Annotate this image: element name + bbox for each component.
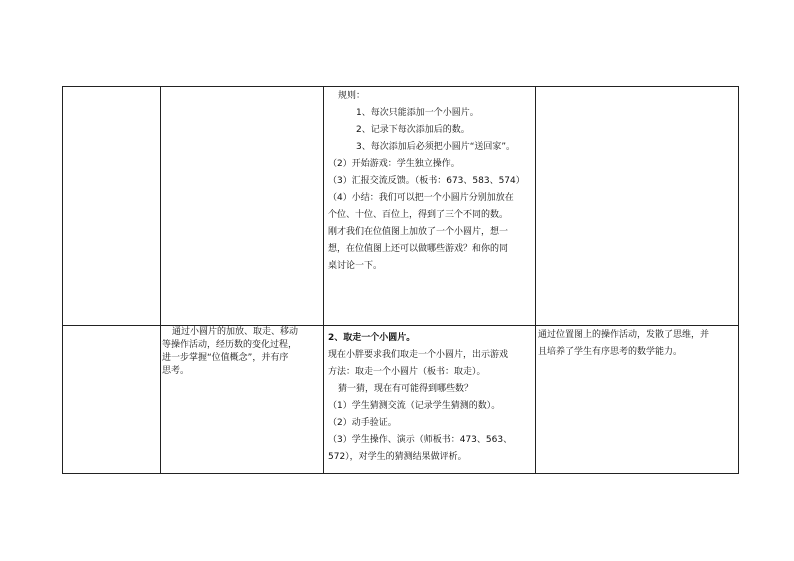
row1-activity-cell bbox=[328, 88, 525, 275]
guess-question: 猜一猜，现在有可能得到哪些数？ bbox=[338, 384, 474, 394]
summary-line-3: 刚才我们在位值图上加放了一个小圆片，想一 bbox=[328, 227, 509, 237]
goal-line-1: 通过小圆片的加放、取走、移动 bbox=[172, 327, 299, 337]
rule-2: 2、记录下每次添加后的数。 bbox=[356, 125, 470, 135]
rule-3: 3、每次添加后必须把小圆片“送回家”。 bbox=[356, 142, 516, 152]
row2-goal-cell bbox=[162, 326, 298, 378]
row2-activity-cell bbox=[328, 330, 512, 466]
remove-line-3: 方法：取走一个小圆片（板书：取走）。 bbox=[328, 367, 486, 377]
goal-line-4: 思考。 bbox=[162, 366, 190, 376]
step-start-game: （2）开始游戏：学生独立操作。 bbox=[328, 159, 460, 169]
rules-heading: 规则： bbox=[338, 91, 366, 101]
table-divider-3 bbox=[535, 86, 536, 474]
table-divider-2 bbox=[323, 86, 324, 474]
row2-design-intent-cell bbox=[538, 327, 709, 361]
summary-line-4: 想，在位值图上还可以做哪些游戏？和你的同 bbox=[328, 244, 509, 254]
table-divider-1 bbox=[160, 86, 161, 474]
rule-1: 1、每次只能添加一个小圆片。 bbox=[356, 108, 479, 118]
remove-line-2: 现在小胖要求我们取走一个小圆片，出示游戏 bbox=[328, 350, 509, 360]
remove-step-3: （3）学生操作、演示（师板书：473、563、 bbox=[328, 435, 513, 445]
summary-line-5: 桌讨论一下。 bbox=[328, 261, 383, 271]
step-report: （3）汇报交流反馈。（板书：673、583、574） bbox=[328, 176, 525, 186]
goal-line-3: 进一步掌握“位值概念”，并有序 bbox=[162, 353, 289, 363]
remove-step-2: （2）动手验证。 bbox=[328, 418, 397, 428]
intent-line-1: 通过位置图上的操作活动，发散了思维，并 bbox=[538, 330, 710, 340]
goal-line-2: 等操作活动，经历数的变化过程， bbox=[162, 340, 298, 350]
step-summary: （4）小结：我们可以把一个小圆片分别加放在 bbox=[328, 193, 514, 203]
table-border-right bbox=[738, 86, 739, 474]
table-border-left bbox=[62, 86, 63, 474]
table-border-bottom bbox=[62, 473, 739, 474]
remove-heading: 2、取走一个小圆片。 bbox=[328, 333, 416, 343]
lesson-table bbox=[62, 86, 739, 474]
table-border-top bbox=[62, 86, 739, 87]
summary-line-2: 个位、十位、百位上，得到了三个不同的数。 bbox=[328, 210, 509, 220]
remove-step-1: （1）学生猜测交流（记录学生猜测的数）。 bbox=[328, 401, 501, 411]
intent-line-2: 且培养了学生有序思考的数学能力。 bbox=[538, 347, 683, 357]
remove-step-3-cont: 572），对学生的猜测结果做评析。 bbox=[328, 452, 467, 462]
